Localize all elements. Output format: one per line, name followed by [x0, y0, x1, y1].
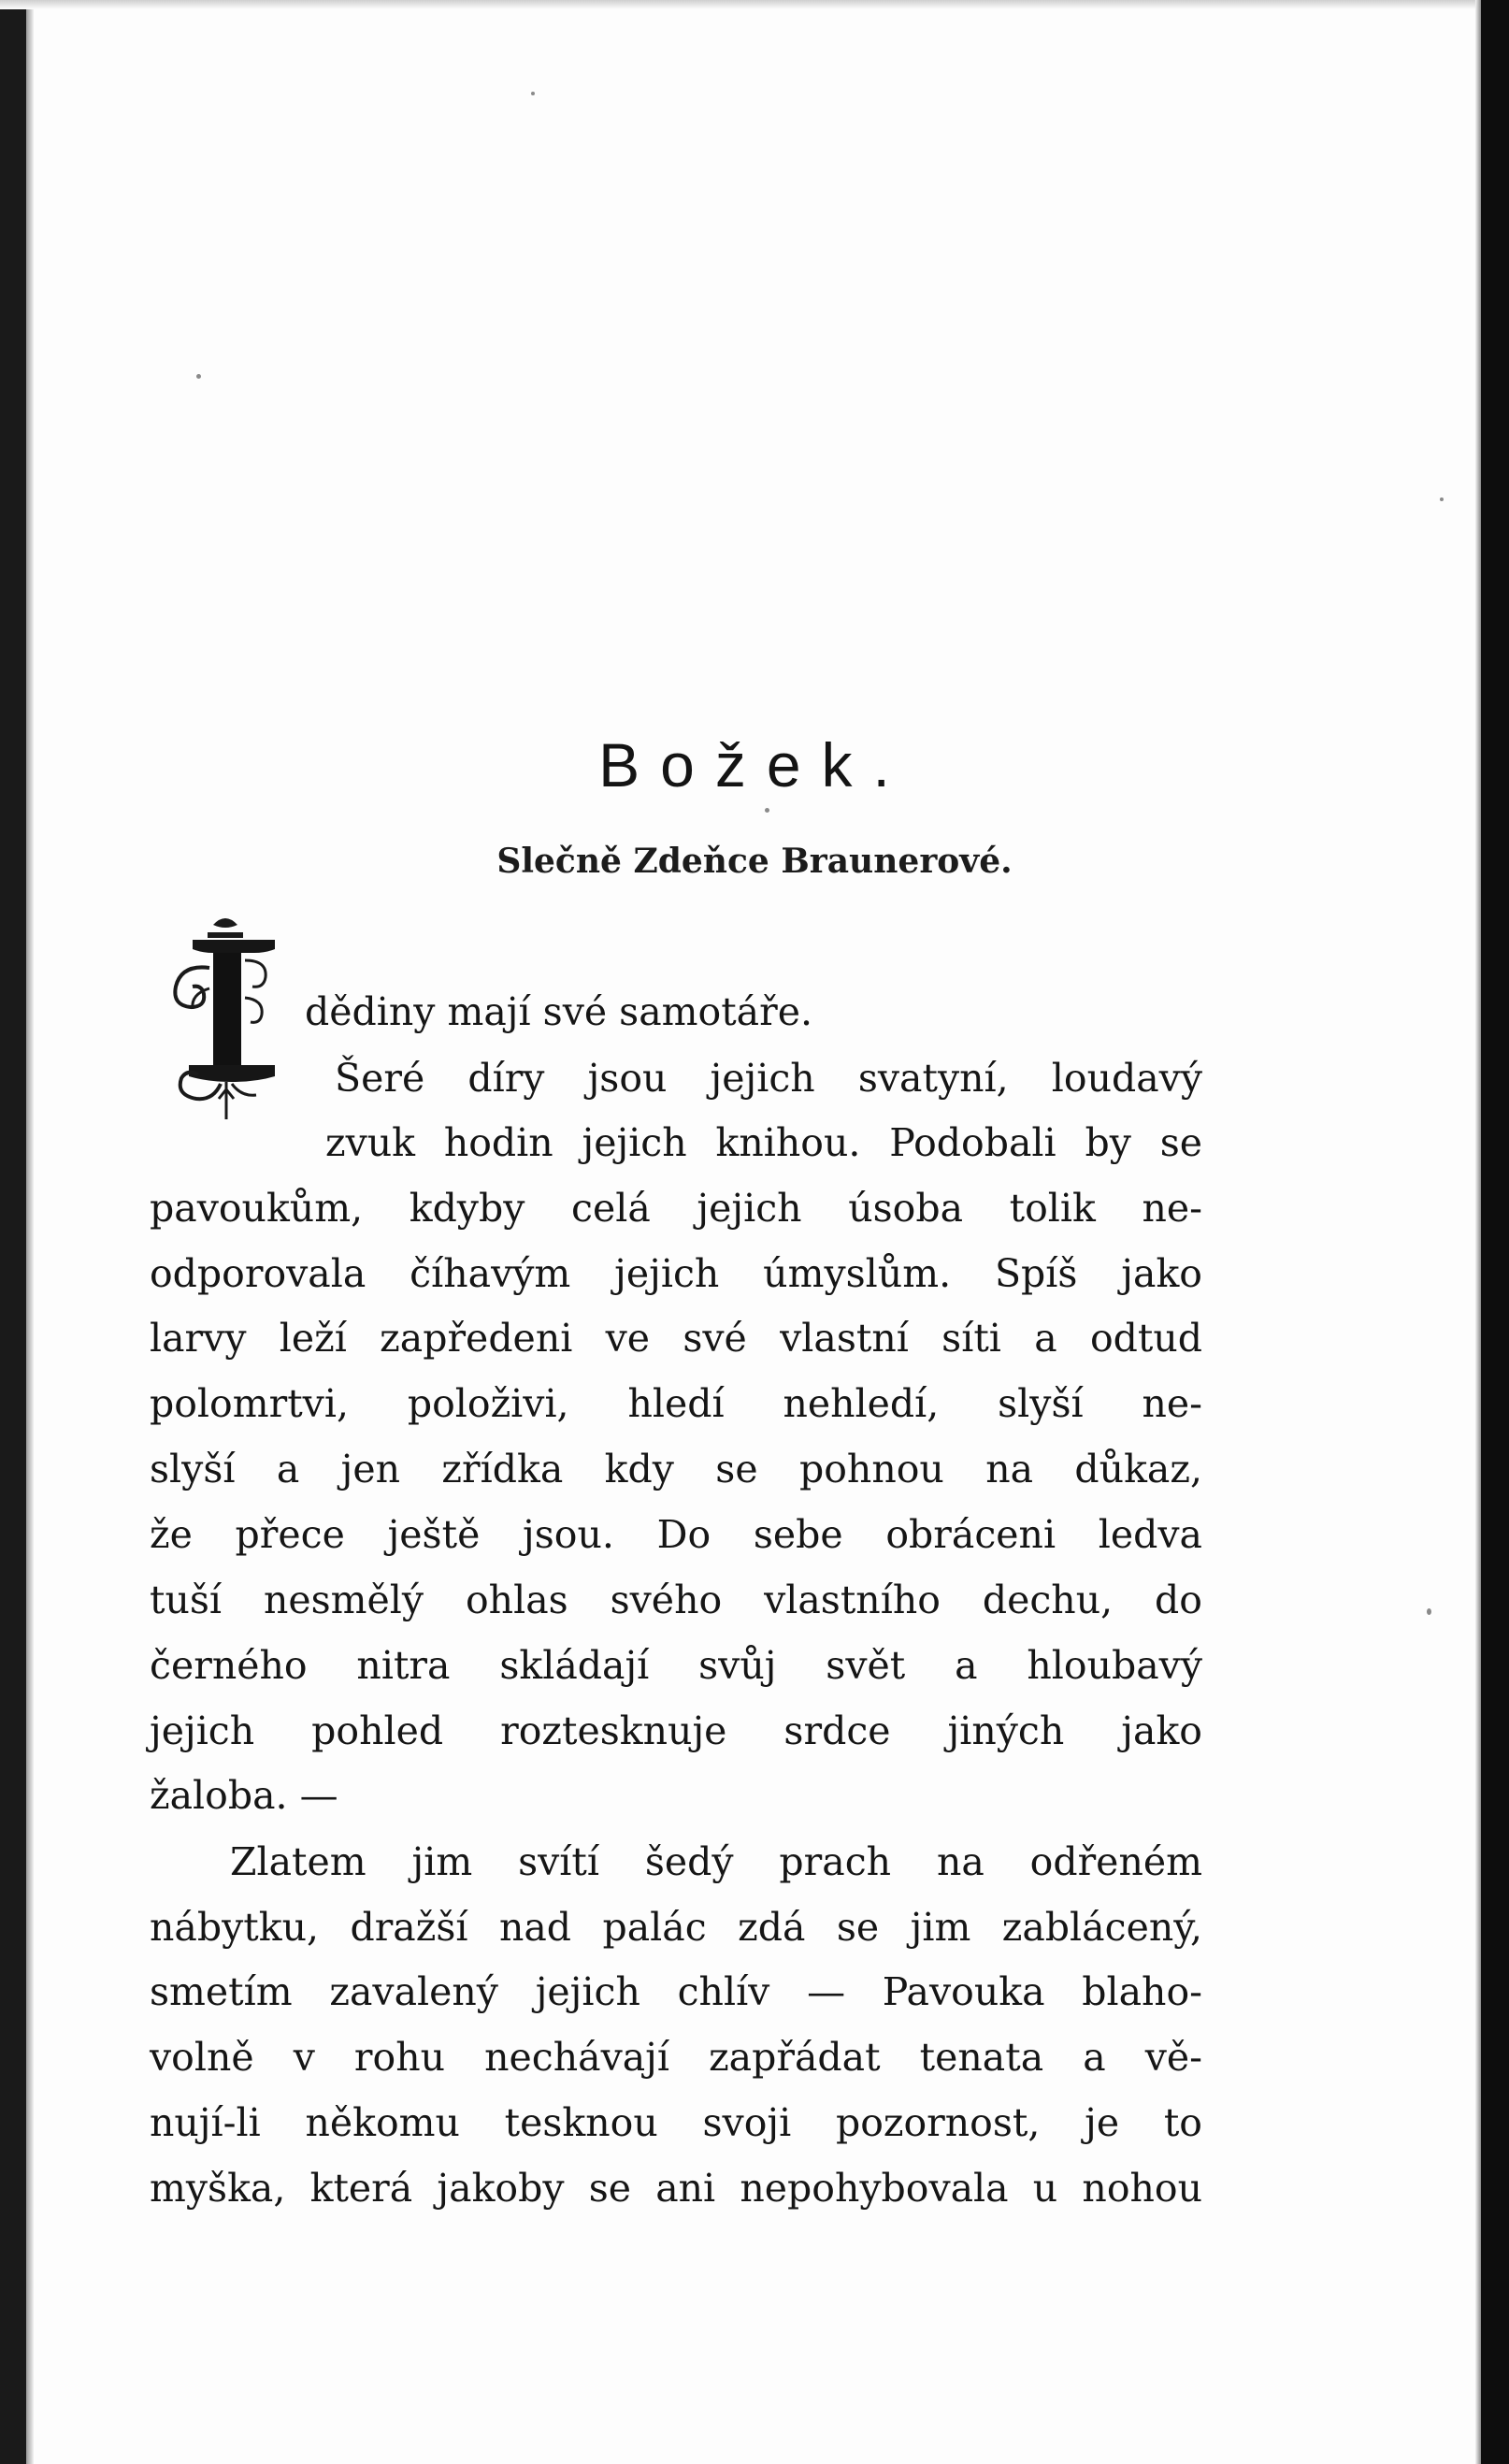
page-edge-left-shadow — [26, 0, 34, 2464]
text-line: polomrtvi, položivi, hledí nehledí, slyší ne- — [150, 1381, 1202, 1426]
text-line: že přece ještě jsou. Do sebe obráceni ledva — [150, 1512, 1202, 1557]
text-line: černého nitra skládají svůj svět a hloubavý — [150, 1643, 1202, 1688]
text-line: pavoukům, kdyby celá jejich úsoba tolik ne- — [150, 1186, 1202, 1231]
page-edge-right — [1481, 0, 1509, 2464]
text-line: žaloba. — — [150, 1773, 338, 1818]
paper-speck — [1440, 497, 1444, 501]
page-edge-right-shadow — [1475, 0, 1481, 2464]
text-line: volně v rohu nechávají zapřádat tenata a vě- — [150, 2035, 1202, 2080]
text-line: nují-li někomu tesknou svoji pozornost, je to — [150, 2100, 1202, 2145]
text-line: Šeré díry jsou jejich svatyní, loudavý — [335, 1056, 1202, 1101]
text-line: myška, která jakoby se ani nepohybovala u nohou — [150, 2166, 1202, 2211]
text-line: Zlatem jim svítí šedý prach na odřeném — [230, 1839, 1202, 1884]
dedication: Slečně Zdeňce Braunerové. — [496, 842, 1013, 881]
text-line: smetím zavalený jejich chlív — Pavouka blaho- — [150, 1969, 1202, 2014]
paper-speck — [765, 808, 769, 813]
text-line: slyší a jen zřídka kdy se pohnou na důkaz, — [150, 1447, 1202, 1491]
text-line: tuší nesmělý ohlas svého vlastního dechu, do — [150, 1578, 1202, 1622]
chapter-title: Božek. — [598, 730, 911, 800]
text-line: dědiny mají své samotáře. — [305, 989, 813, 1034]
text-line: jejich pohled roztesknuje srdce jiných jako — [150, 1708, 1202, 1753]
text-line: nábytku, dražší nad palác zdá se jim zablácený, — [150, 1905, 1202, 1950]
text-line: larvy leží zapředeni ve své vlastní síti a odtud — [150, 1316, 1202, 1361]
ornamental-initial-icon — [165, 912, 286, 1127]
paper-speck — [196, 374, 201, 379]
text-line: odporovala číhavým jejich úmyslům. Spíš jako — [150, 1251, 1202, 1296]
paper-speck — [531, 92, 535, 95]
page-edge-top — [0, 0, 1509, 9]
text-line: zvuk hodin jejich knihou. Podobali by se — [325, 1120, 1202, 1165]
paper-speck — [1427, 1608, 1431, 1615]
page-edge-left — [0, 0, 26, 2464]
